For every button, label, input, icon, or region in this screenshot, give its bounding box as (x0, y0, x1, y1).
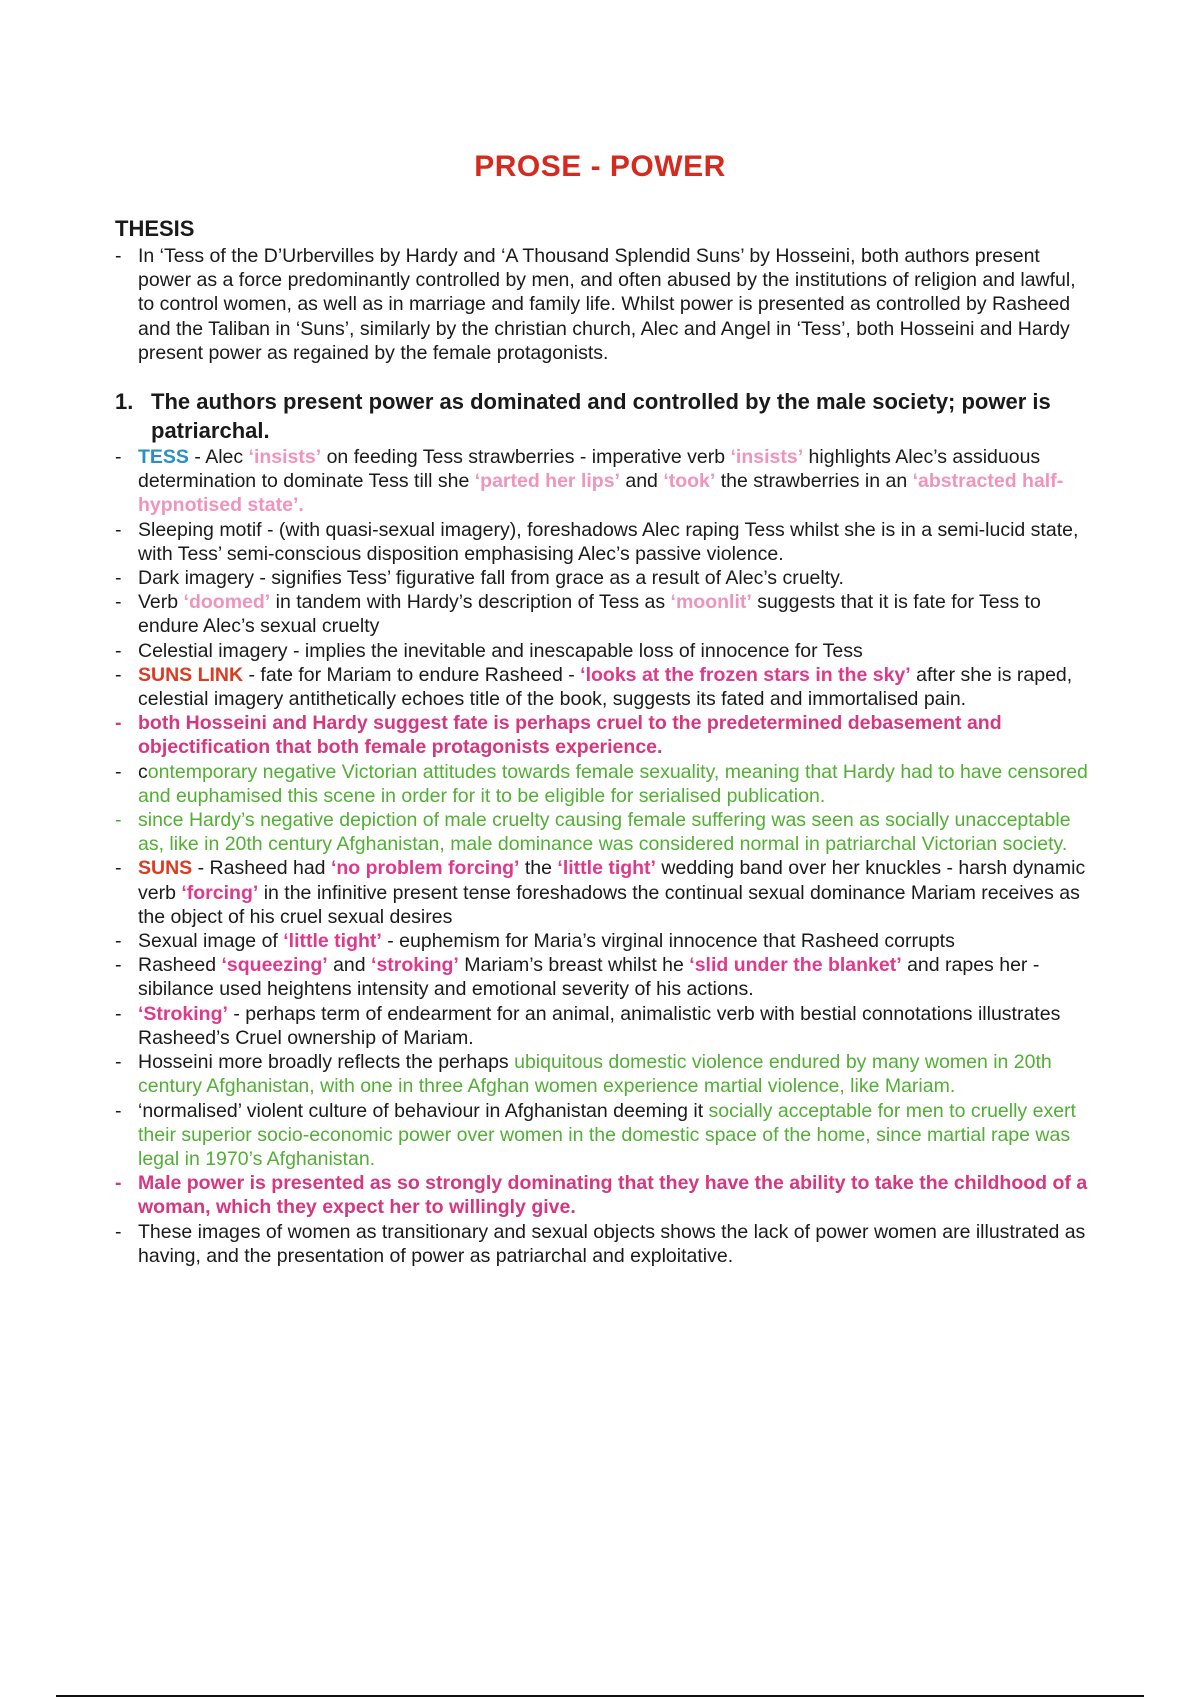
thesis-list (115, 244, 1095, 365)
text-run: - fate for Mariam to endure Rasheed - (243, 663, 581, 686)
text-run: in tandem with Hardy’s description of Tess as (270, 591, 671, 614)
quote: ‘looks at the frozen stars in the sky’ (580, 663, 911, 686)
text-run: suggests that it is fate for Tess to endure Alec’s sexual cruelty (138, 591, 1041, 638)
list-item (115, 445, 1095, 518)
text-run: - perhaps term of endearment for an animal, animalistic verb with bestial connotations illustrates Rasheed’s Cruel ownership of Mariam. (138, 1002, 1061, 1049)
quote: ‘insists’ (730, 446, 804, 469)
text-run: wedding band over her knuckles - harsh dynamic verb (138, 857, 1086, 904)
page-title: PROSE - POWER (474, 150, 726, 183)
context-note: ubiquitous domestic violence endured by many women in 20th century Afghanistan, with one in three Afghan women experience martial violence, like Mariam. (138, 1051, 1052, 1098)
list-item (115, 663, 1095, 711)
list-item-key-point (115, 1171, 1095, 1219)
text-run: Verb (138, 591, 184, 614)
text-run: Hosseini more broadly reflects the perhaps (138, 1051, 515, 1074)
point-1-list (115, 445, 1095, 1268)
text-run: in the infinitive present tense foreshadows the continual sexual dominance Mariam receives as the object of his cruel sexual desires (138, 881, 1080, 928)
list-item (115, 1099, 1095, 1172)
quote: ‘stroking’ (371, 954, 459, 977)
text-run: and (619, 470, 664, 493)
text-run: the strawberries in an (715, 470, 913, 493)
list-item (115, 953, 1095, 1001)
point-1-heading (115, 387, 1095, 445)
key-point: both Hosseini and Hardy suggest fate is perhaps cruel to the predetermined debasement and objectification that both female protagonists experience. (138, 712, 1002, 759)
quote: ‘slid under the blanket’ (689, 954, 902, 977)
text-run: on feeding Tess strawberries - imperative verb (321, 446, 731, 469)
quote: ‘little tight’ (557, 857, 656, 880)
list-item (115, 856, 1095, 929)
list-item (115, 929, 1095, 953)
text-run: - euphemism for Maria’s virginal innocence that Rasheed corrupts (381, 930, 955, 953)
text-run: the (519, 857, 558, 880)
list-item: - These images of women as transitionary and sexual objects shows the lack of power women are illustrated as having, and the presentation of power as patriarchal and exploitative. (115, 1220, 1095, 1268)
quote: ‘insists’ (248, 446, 322, 469)
text-run: Sexual image of (138, 930, 284, 953)
tess-tag: TESS (138, 446, 189, 469)
point-number: 1. (115, 389, 134, 415)
text-run: and rapes her - sibilance used heightens intensity and emotional severity of his actions. (138, 954, 1040, 1001)
thesis-text: - In ‘Tess of the D’Urbervilles by Hardy and ‘A Thousand Splendid Suns’ by Hosseini, both authors present power as a force predominantly controlled by men, and often abused by the institutions of religion and lawful, to control women, as well as in marriage and family life. Whilst power is presented as controlled by Rasheed and the Taliban in ‘Suns’, similarly by the christian church, Alec and Angel in ‘Tess’, both Hosseini and Hardy present power as regained by the female protagonists. (115, 244, 1095, 365)
point-heading-text: The authors present power as dominated and controlled by the male society; power is patriarchal. (151, 389, 1051, 444)
quote: ‘Stroking’ (138, 1002, 228, 1025)
text-run: Mariam’s breast whilst he (458, 954, 690, 977)
key-point: Male power is presented as so strongly dominating that they have the ability to take the childhood of a woman, which they expect her to willingly give. (138, 1172, 1088, 1219)
text-run: ‘normalised’ violent culture of behaviour in Afghanistan deeming it (138, 1099, 709, 1122)
text-run: after she is raped, celestial imagery antithetically echoes title of the book, suggests its fated and immortalised pain. (138, 663, 1073, 711)
list-item: - Dark imagery - signifies Tess’ figurative fall from grace as a result of Alec’s cruelty. (115, 566, 1095, 590)
quote: ‘no problem forcing’ (330, 857, 520, 880)
quote: ‘forcing’ (181, 881, 259, 904)
list-item (115, 590, 1095, 638)
quote: ‘squeezing’ (221, 954, 328, 977)
quote: ‘took’ (663, 470, 716, 493)
suns-tag: SUNS (138, 857, 193, 880)
text-run: - Alec (188, 446, 249, 469)
list-item (115, 1002, 1095, 1050)
text-run: - Rasheed had (192, 857, 331, 880)
list-item (115, 808, 1095, 856)
context-note: socially acceptable for men to cruelly exert their superior socio-economic power over women in the domestic space of the home, since martial rape was legal in 1970’s Afghanistan. (138, 1099, 1076, 1170)
text-run: Rasheed (138, 954, 222, 977)
list-item: - Celestial imagery - implies the inevitable and inescapable loss of innocence for Tess (115, 639, 1095, 663)
footer-divider (56, 1695, 1144, 1697)
list-item (115, 760, 1095, 808)
list-item-key-point (115, 711, 1095, 759)
quote: ‘moonlit’ (670, 591, 752, 614)
context-note: since Hardy’s negative depiction of male cruelty causing female suffering was seen as socially unacceptable as, like in 20th century Afghanistan, male dominance was considered normal in patriarchal Victorian society. (138, 809, 1071, 856)
quote: ‘doomed’ (183, 591, 271, 614)
text-run: c (138, 760, 148, 783)
suns-link-tag: SUNS LINK (138, 663, 244, 686)
quote: ‘abstracted half-hypnotised state’. (138, 470, 1064, 517)
quote: ‘parted her lips’ (474, 470, 620, 493)
list-item: - Sleeping motif - (with quasi-sexual imagery), foreshadows Alec raping Tess whilst she is in a semi-lucid state, with Tess’ semi-conscious disposition emphasising Alec’s passive violence. (115, 518, 1095, 566)
context-note: ontemporary negative Victorian attitudes towards female sexuality, meaning that Hardy had to have censored and euphamised this scene in order for it to be eligible for serialised publication. (138, 760, 1088, 807)
notes-body (115, 216, 1095, 1268)
thesis-heading: THESIS (115, 216, 195, 241)
list-item (115, 1050, 1095, 1098)
text-run: and (327, 954, 372, 977)
quote: ‘little tight’ (283, 930, 382, 953)
text-run: highlights Alec’s assiduous determination to dominate Tess till she (138, 446, 1041, 493)
